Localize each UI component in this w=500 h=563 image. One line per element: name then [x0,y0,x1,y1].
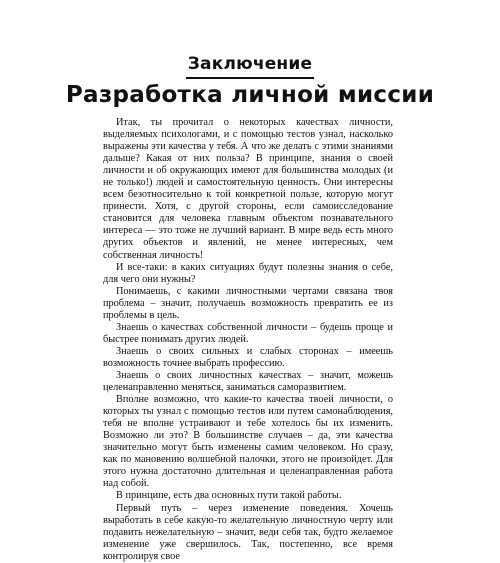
paragraph: Понимаешь, с какими личностными чертами связана твоя проблема – значит, получаешь возможность превратить ее из проблемы в цель. [103,285,393,321]
paragraph: Знаешь о своих личностных качествах – значит, можешь целенаправленно меняться, заниматься саморазвитием. [103,369,393,394]
paragraph: Итак, ты прочитал о некоторых качествах личности, выделяемых психологами, и с помощью тестов узнал, насколько выражены эти качества у тебя. А что же делать с этими знаниями дальше? Какая от них польза? В принципе, знания о своей личности и об окружающих имеют для большинства молодых (и не только!) людей и самостоятельную ценность. Они интересны всем безотносительно к той конкретной пользе, которую могут принести. Хотя, с другой стороны, если самоисследование становится для человека главным объектом познавательного интереса — это тоже не лучший вариант. В мире ведь есть много других объектов и явлений, не менее интересных, чем собственная личность! [103,117,393,261]
paragraph: Первый путь – через изменение поведения. Хочешь выработать в себе какую-то желательную личностную черту или подавить нежелательную – значит, веди себя так, будто желаемое изменение уже свершилось. Так, постепенно, все время контролируя свое [103,502,393,562]
page-title: Разработка личной миссии [65,82,435,108]
section-heading [0,54,500,79]
body-text [103,117,393,563]
section-heading-text: Заключение [186,54,314,79]
paragraph: Знаешь о качествах собственной личности – будешь проще и быстрее понимать других людей. [103,321,393,345]
paragraph: В принципе, есть два основных пути такой работы. [116,490,342,502]
paragraph: И все-таки: в каких ситуациях будут полезны знания о себе, для чего они нужны? [103,261,393,285]
paragraph: Знаешь о своих сильных и слабых сторонах – имеешь возможность точнее выбрать профессию. [103,345,393,369]
paragraph: Вполне возможно, что какие-то качества твоей личности, о которых ты узнал с помощью тестов или путем самонаблюдения, тебя не вполне устраивают и тебе хотелось бы их изменить. Возможно ли это? В большинстве случаев – да, эти качества значительно могут быть изменены самим человеком. Но сразу, как по мановению волшебной палочки, этого не произойдет. Для этого нужна достаточно длительная и целенаправленная работа над собой. [103,394,393,490]
